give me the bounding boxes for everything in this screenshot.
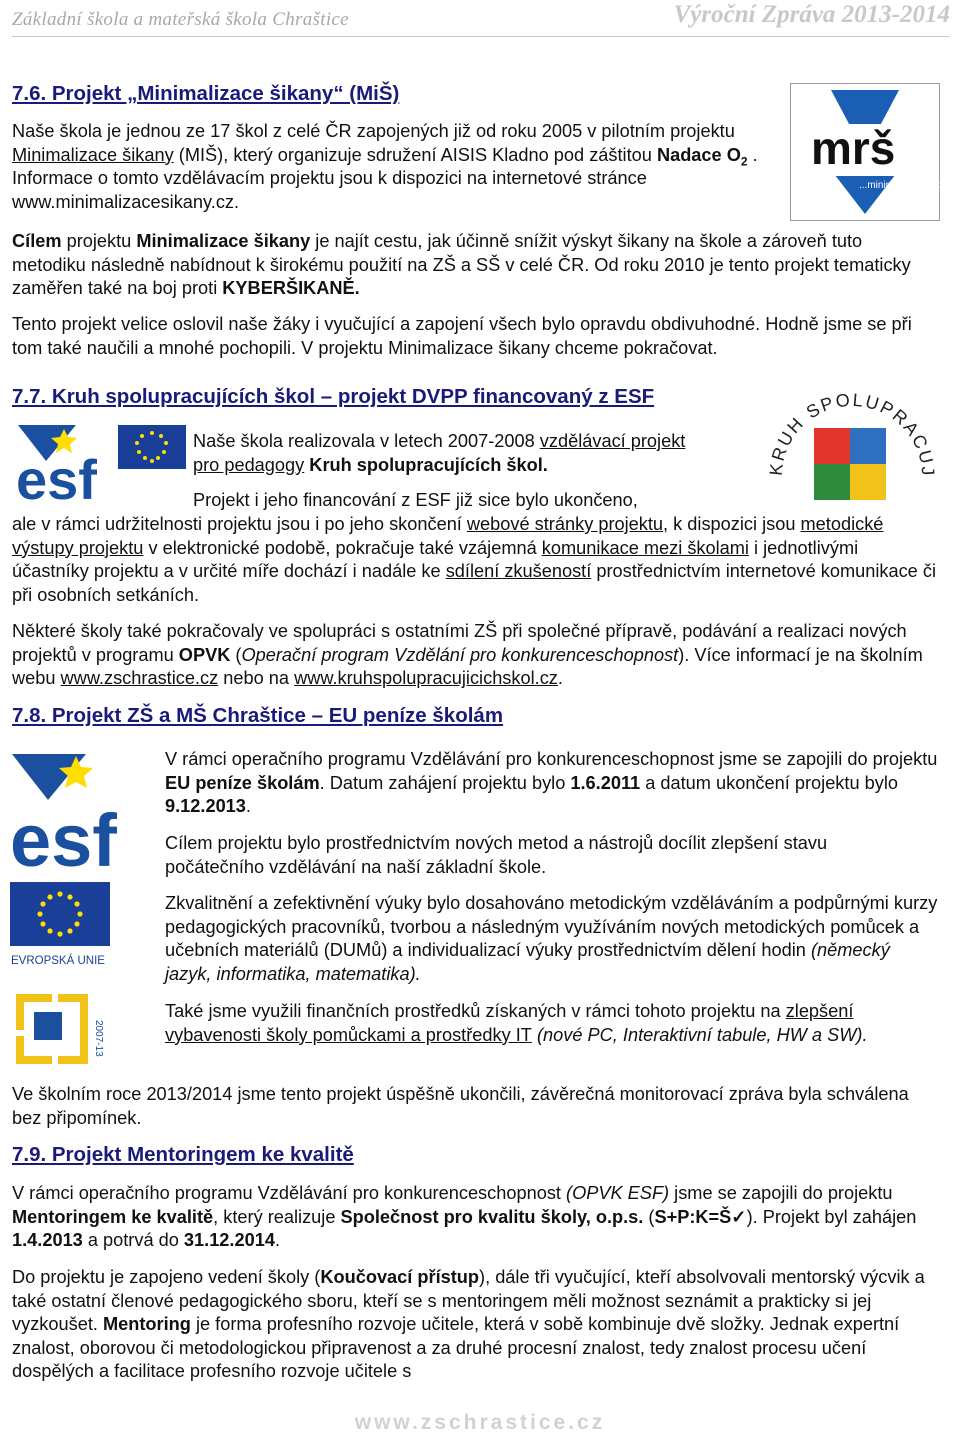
section-heading-ksp: 7.7. Kruh spolupracujících škol – projekt DVPP financovaný z ESF [12, 385, 655, 408]
mis-url-link[interactable]: www.minimalizacesikany.cz. [12, 191, 240, 212]
esf-logo-large [10, 752, 144, 882]
text: Minimalizace šikany [136, 231, 311, 251]
ksp-paragraph-3 [12, 620, 938, 691]
it-equipment-link[interactable]: zlepšení vybavenosti školy pomůckami a prostředky IT [165, 1001, 854, 1045]
op-logo-graphic [12, 990, 108, 1068]
ksp-outputs-link[interactable]: metodické výstupy projektu [12, 514, 884, 558]
text: OPVK [178, 644, 231, 665]
mis-logo-graphic [791, 84, 957, 220]
text: v elektronické podobě, pokračuje také vzájemná [143, 537, 542, 558]
ksp-paragraph-2 [12, 513, 938, 607]
text: Zkvalitnění a zefektivnění výuky bylo dosahováno metodickým vzděláváním a podpůrnými kurzy pedagogických pracovníků, tvorbou a následným využíváním nových metodických pomůcek a učebních materiálů (DUMů) a individualizací výuky prostřednictvím dělení hodin [165, 893, 938, 961]
text: (německý jazyk, informatika, matematika). [165, 940, 890, 984]
mis-logo [790, 83, 957, 221]
header-school-name: Základní škola a mateřská škola Chraštice [12, 9, 349, 30]
mis-paragraph-3: Tento projekt velice oslovil naše žáky i vyučující a zapojení všech bylo opravdu obdivuhodné. Hodně jsme se při tom také naučili a mnohé pochopili. V projektu Minimalizace šikany chceme pokračovat. [12, 314, 912, 358]
text: , k dispozici jsou [663, 514, 801, 534]
ksp-paragraph-1 [193, 430, 710, 477]
text: ale v rámci udržitelnosti projektu jsou i po jeho skončení [12, 514, 467, 534]
text: Mentoringem ke kvalitě [12, 1206, 214, 1227]
eu-label: EVROPSKÁ UNIE [11, 955, 105, 967]
ksp-web-link[interactable]: webové stránky projektu [466, 514, 664, 534]
text: nebo na [218, 668, 295, 689]
text: je najít cestu, jak účinně snížit výskyt šikany na škole a zároveň tuto metodiku následně nabídnout k širokému použití na ZŠ a SŠ v celé ČR. Od roku 2010 je tento projekt tematicky zaměřen také na boj proti [12, 231, 911, 299]
eu-paragraph-4 [165, 1000, 938, 1047]
text: ), dále tři vyučující, kteří absolvovali mentorský výcvik a také ostatní členové pedagogického sboru, kteří se s mentoringem měli možnost seznámit a prakticky si jej vyzkoušet. [12, 1267, 925, 1335]
text: 31.12.2014 [183, 1230, 275, 1251]
esf-logo-large-graphic [10, 752, 144, 882]
text: Také jsme využili finančních prostředků získaných v rámci tohoto projektu na [165, 1001, 786, 1021]
text: jsme se zapojili do projektu [669, 1183, 893, 1203]
text: EU peníze školám [165, 772, 320, 793]
eu-paragraph-3 [165, 892, 938, 986]
mis-paragraph-2 [12, 230, 938, 301]
esf-logo-small [16, 423, 186, 511]
text: Cílem [12, 231, 62, 251]
text: (MIŠ), který organizuje sdružení AISIS Kladno pod záštitou [173, 144, 657, 165]
text: Do projektu je zapojeno vedení školy ( [12, 1267, 321, 1287]
op-logo [12, 990, 108, 1068]
text: Některé školy také pokračovaly ve spolupráci s ostatními ZŠ při společné přípravě, podávání a realizaci nových projektů v programu [12, 621, 907, 665]
text: (nové PC, Interaktivní tabule, HW a SW). [531, 1024, 868, 1045]
text: Naše škola realizovala v letech 2007-2008 [193, 431, 540, 451]
text: projektu [61, 231, 137, 251]
text: ). Více informací je na školním webu [12, 644, 923, 689]
text: V rámci operačního programu Vzdělávání pro konkurenceschopnost jsme se zapojili do projektu [165, 749, 938, 769]
text: prostřednictvím internetové komunikace či při osobních setkáních. [12, 561, 936, 605]
eu-paragraph-1 [165, 748, 938, 819]
ksp-logo-text: KRUH SPOLUPRACUJ [765, 389, 939, 478]
text: ( [230, 644, 242, 665]
text: (OPVK ESF) [566, 1183, 670, 1203]
text: . Datum zahájení projektu bylo [319, 772, 571, 793]
text: , který realizuje [213, 1206, 341, 1227]
text: a potrvá do [82, 1230, 184, 1251]
text: Koučovací přístup [320, 1267, 480, 1287]
text: i jednotlivými účastníky projektu a v určité míře dochází i nadále ke [12, 537, 859, 582]
ksp-communication-link[interactable]: komunikace mezi školami [541, 537, 749, 558]
text: . [557, 668, 563, 689]
text: Kruh spolupracujících škol. [304, 454, 548, 475]
ksp-site-link[interactable]: www.kruhspolupracujicichskol.cz [294, 668, 558, 689]
header-report-title: Výroční Zpráva 2013-2014 [673, 1, 950, 28]
text: V rámci operačního programu Vzdělávání pro konkurenceschopnost [12, 1183, 567, 1203]
footer-url[interactable]: www.zschrastice.cz [354, 1411, 606, 1434]
text: 1.4.2013 [12, 1230, 83, 1251]
text: 2 [740, 154, 748, 169]
text: Společnost pro kvalitu školy, o.p.s. [340, 1206, 644, 1227]
text: je forma profesního rozvoje učitele, která v sobě kombinuje dvě složky. Jednak expertní znalost, oborovou či metodologickou připravenost a za druhé procesní znalost, tedy znalost procesu učení dospělých a facilitace profesního rozvoje učitele s [12, 1314, 900, 1382]
esf-text: esf [16, 448, 97, 511]
text: a datum ukončení projektu bylo [640, 772, 898, 793]
ksp-sharing-link[interactable]: sdílení zkušeností [445, 561, 592, 582]
text: . [274, 1230, 280, 1251]
mis-logo-subtitle: ...minimalizace šikany [859, 180, 957, 191]
op-years: 2007-13 [93, 1020, 104, 1057]
ksp-project-link[interactable]: vzdělávací projekt pro pedagogy [193, 431, 686, 475]
zschrastice-link[interactable]: www.zschrastice.cz [60, 668, 219, 689]
eu-paragraph-5: Ve školním roce 2013/2014 jsme tento projekt úspěšně ukončili, závěrečná monitorovací zpráva byla schválena bez připomínek. [12, 1084, 909, 1128]
text: Mentoring [102, 1314, 191, 1335]
mis-paragraph-1 [12, 120, 776, 214]
eu-flag-graphic [10, 882, 112, 968]
text: ( [643, 1206, 655, 1227]
text: Operační program Vzdělání pro konkurenceschopnost [241, 644, 679, 665]
eu-flag-logo [10, 882, 112, 968]
ksp-paragraph-2-intro: Projekt i jeho financování z ESF již sice bylo ukončeno, [193, 490, 638, 510]
mentoring-paragraph-2 [12, 1266, 938, 1384]
text: 9.12.2013 [165, 796, 246, 817]
section-heading-mentoring: 7.9. Projekt Mentoringem ke kvalitě [12, 1143, 354, 1166]
esf-logo-small-graphic [16, 423, 186, 511]
text: . Informace o tomto vzdělávacím projektu jsou k dispozici na internetové stránce [12, 144, 758, 189]
mentoring-paragraph-1 [12, 1182, 938, 1253]
text: 1.6.2011 [570, 772, 641, 793]
header-divider [12, 36, 950, 37]
section-heading-eu: 7.8. Projekt ZŠ a MŠ Chraštice – EU peníze školám [12, 704, 504, 727]
mis-logo-text: mrš [811, 122, 896, 174]
text: Nadace O [656, 144, 741, 165]
section-heading-mis: 7.6. Projekt „Minimalizace šikany“ (MiŠ) [12, 82, 400, 105]
eu-paragraph-2: Cílem projektu bylo prostřednictvím nových metod a nástrojů docílit zlepšení stavu počátečního vzdělávání na naší základní škole. [165, 833, 828, 877]
esf-text-large: esf [10, 799, 117, 882]
text: . [245, 796, 251, 817]
text: ). Projekt byl zahájen [746, 1206, 917, 1227]
text: Naše škola je jednou ze 17 škol z celé ČR zapojených již od roku 2005 v pilotním projektu [12, 121, 735, 141]
text: S+P:K=Š✓ [654, 1206, 747, 1227]
minimalizace-sikany-link[interactable]: Minimalizace šikany [12, 144, 174, 165]
text: KYBERŠIKANĚ. [222, 278, 360, 299]
